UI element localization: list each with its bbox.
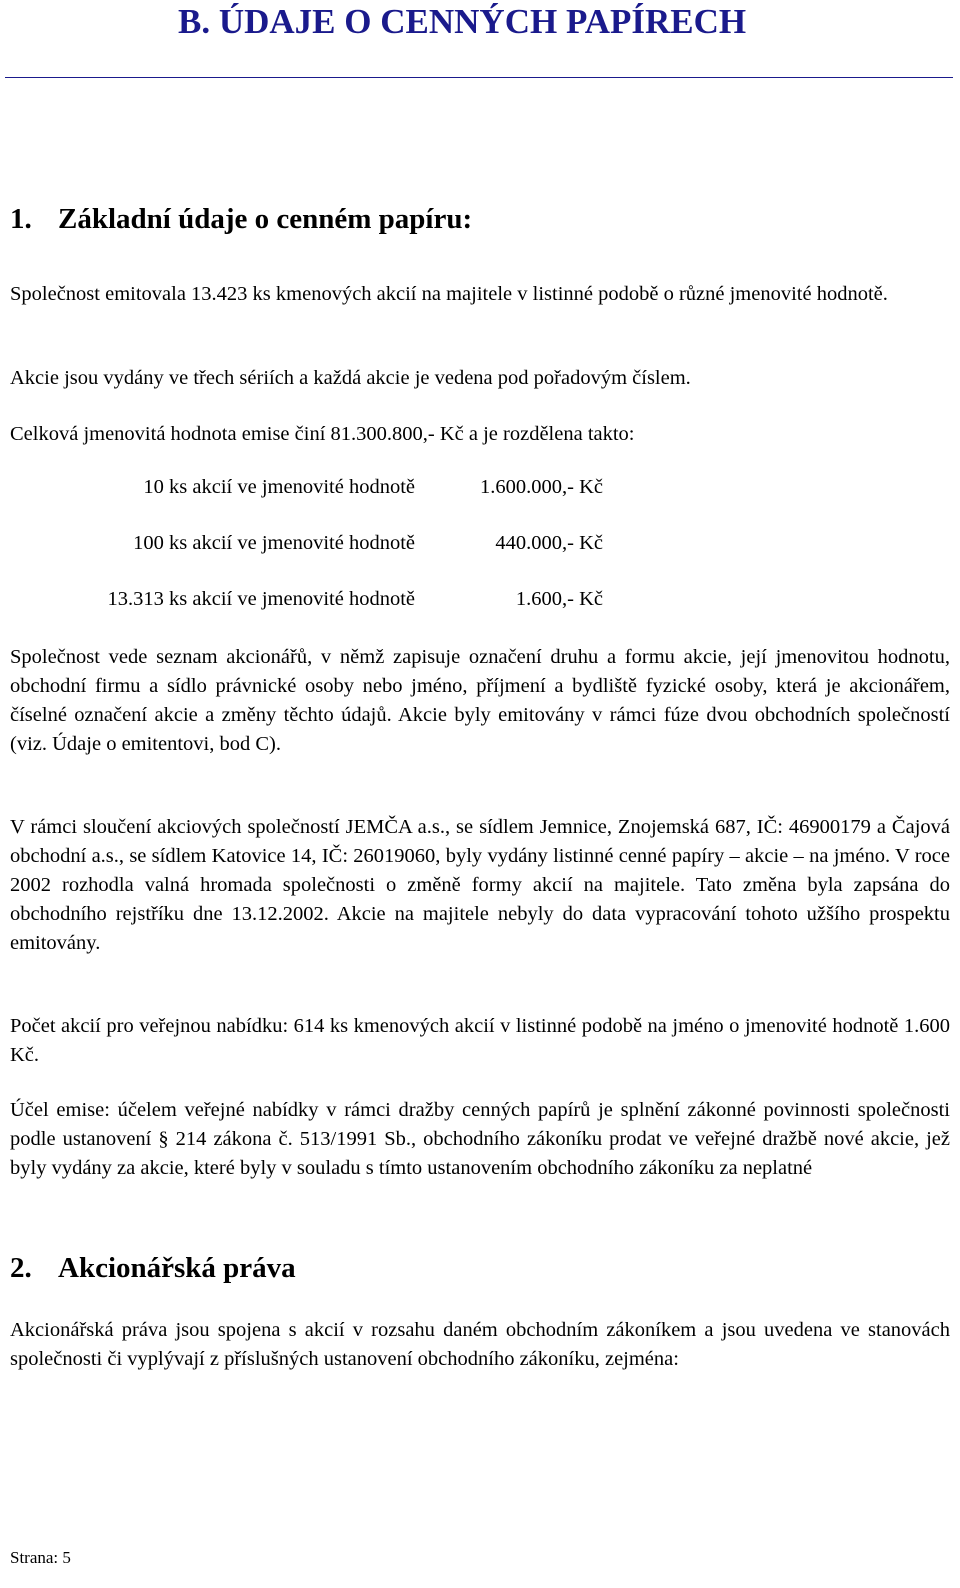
paragraph-shareholder-rights: Akcionářská práva jsou spojena s akcií v rozsahu daném obchodním zákoníkem a jsou uvedena ve stanovách společnosti či vyplývají z příslušných ustanovení obchodního zákoníku, zejména: xyxy=(10,1319,950,1370)
table-row-3-label: 13.313 ks akcií ve jmenovité hodnotě xyxy=(107,588,415,610)
section-2-heading xyxy=(10,1252,296,1285)
paragraph-public-offer: Počet akcií pro veřejnou nabídku: 614 ks kmenových akcií v listinné podobě na jméno o jmenovité hodnotě 1.600 Kč. xyxy=(10,1015,950,1066)
paragraph-series: Akcie jsou vydány ve třech sériích a každá akcie je vedena pod pořadovým číslem. xyxy=(10,367,691,389)
title-divider xyxy=(5,77,953,78)
paragraph-shareholder-register: Společnost vede seznam akcionářů, v němž zapisuje označení druhu a formu akcie, její jmenovitou hodnotu, obchodní firmu a sídlo právnické osoby nebo jméno, příjmení a bydliště fyzické osoby, která je akcionářem, číselné označení akcie a změny těchto údajů. Akcie byly emitovány v rámci fúze dvou obchodních společností (viz. Údaje o emitentovi, bod C). xyxy=(10,646,950,755)
paragraph-issued-shares: Společnost emitovala 13.423 ks kmenových akcií na majitele v listinné podobě o různé jmenovité hodnotě. xyxy=(10,283,888,305)
section-2-number: 2. xyxy=(10,1252,32,1284)
section-1-number: 1. xyxy=(10,203,32,235)
table-row-2-value: 440.000,- Kč xyxy=(495,532,603,554)
section-1-heading xyxy=(10,203,472,236)
table-row-3-value: 1.600,- Kč xyxy=(515,588,603,610)
page-number: Strana: 5 xyxy=(10,1548,71,1567)
table-row-2-label: 100 ks akcií ve jmenovité hodnotě xyxy=(133,532,415,554)
table-row-1-label: 10 ks akcií ve jmenovité hodnotě xyxy=(143,476,415,498)
paragraph-merger: V rámci sloučení akciových společností JEMČA a.s., se sídlem Jemnice, Znojemská 687, IČ: 46900179 a Čajová obchodní a.s., se sídlem Katovice 14, IČ: 26019060, byly vydány listinné cenné papíry – akcie – na jméno. V roce 2002 rozhodla valná hromada společnosti o změně formy akcií na majitele. Tato změna byla zapsána do obchodního rejstříku dne 13.12.2002. Akcie na majitele nebyly do data vypracování tohoto užšího prospektu emitovány. xyxy=(10,816,950,954)
section-1-heading-text: Základní údaje o cenném papíru: xyxy=(58,203,473,235)
section-title: B. ÚDAJE O CENNÝCH PAPÍRECH xyxy=(178,2,747,41)
table-row-1-value: 1.600.000,- Kč xyxy=(480,476,603,498)
paragraph-purpose: Účel emise: účelem veřejné nabídky v rámci dražby cenných papírů je splnění zákonné povinnosti společnosti podle ustanovení § 214 zákona č. 513/1991 Sb., obchodního zákoníku prodat ve veřejné dražbě nové akcie, jež byly vydány za akcie, které byly v souladu s tímto ustanovením obchodního zákoníku za neplatné xyxy=(10,1099,950,1179)
paragraph-total-value: Celková jmenovitá hodnota emise činí 81.300.800,- Kč a je rozdělena takto: xyxy=(10,423,635,445)
section-2-heading-text: Akcionářská práva xyxy=(58,1252,296,1284)
